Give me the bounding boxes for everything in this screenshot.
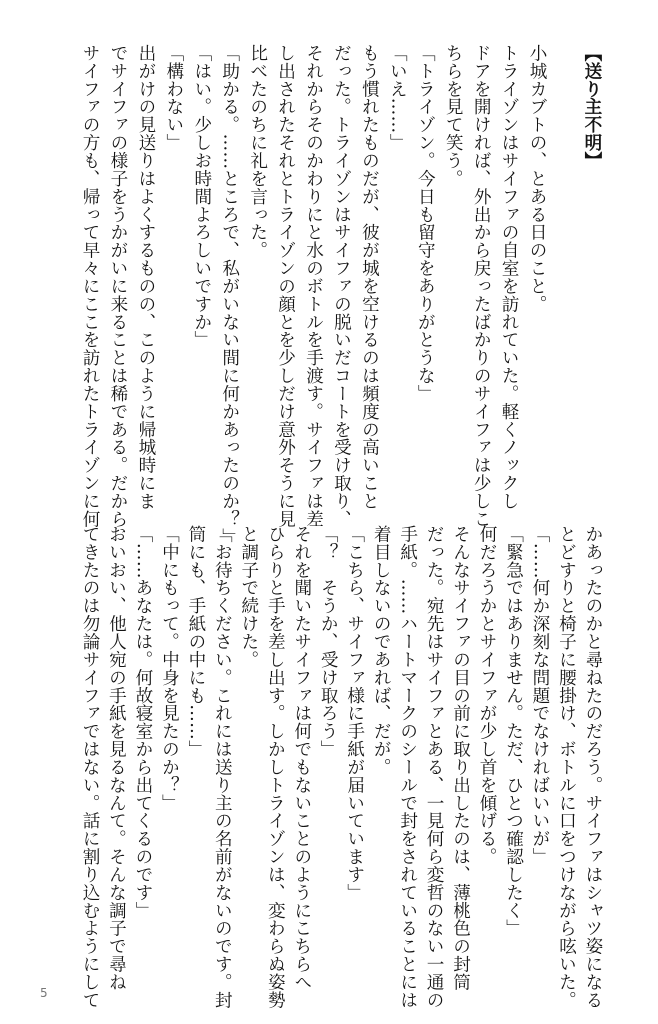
text-line: と調子で続けた。 — [238, 525, 259, 669]
text-line: それを聞いたサイファは何でもないことのようにこちらへ — [291, 525, 312, 991]
chapter-title: 【送り主不明】 — [581, 44, 603, 170]
text-line: そんなサイファの目の前に取り出したのは、薄桃色の封筒 — [450, 525, 471, 991]
text-line: 何だろうかとサイファが少し首を傾げる。 — [477, 525, 498, 866]
text-line: 「中にもって。中身を見たのか？」 — [159, 525, 180, 812]
text-line: 「はい。少しお時間よろしいですか」 — [191, 44, 212, 349]
text-line: だった。トライゾンはサイファの脱いだコートを受け取り、 — [331, 44, 352, 528]
text-line: 手紙。……ハートマークのシールで封をされていることには — [397, 525, 418, 1009]
text-line: 「トライゾン。今日も留守をありがとうな」 — [415, 44, 436, 403]
text-line: 「……何か深刻な問題でなければいいが」 — [529, 525, 550, 866]
text-line: 筒にも、手紙の中にも……」 — [185, 525, 206, 758]
upper-text-block — [76, 44, 603, 546]
text-line: 出がけの見送りはよくするものの、このように帰城時にま — [135, 44, 156, 510]
text-line: 着目しないのであれば、だが。 — [371, 525, 392, 776]
lower-text-block — [76, 525, 603, 1009]
text-line: 「お待ちください。これには送り主の名前がないのです。封 — [212, 525, 233, 1009]
text-line: 「いえ……」 — [387, 44, 408, 152]
text-line: サイファの方も、帰って早々にここを訪れたトライゾンに何 — [80, 44, 100, 528]
text-line: 「緊急ではありません。ただ、ひとつ確認したく」 — [503, 525, 524, 938]
page-number: 5 — [40, 986, 48, 1000]
text-line: だった。宛先はサイファとある、一見何ら変哲のない一通の — [424, 525, 445, 1009]
text-line: 小城カブトの、とある日のこと。 — [527, 44, 547, 313]
text-line: でサイファの様子をうかがいに来ることは稀である。だから — [107, 44, 128, 528]
text-line: てきたのは勿論サイファではない。話に割り込むようにして — [80, 525, 100, 1009]
text-line: トライゾンはサイファの自室を訪れていた。軽くノックし — [499, 44, 520, 510]
text-line: 「こちら、サイファ様に手紙が届いています」 — [344, 525, 365, 902]
text-line: ちらを見て笑う。 — [443, 44, 464, 188]
text-line: 比べたのちに礼を言った。 — [247, 44, 268, 260]
text-line: し出されたそれとトライゾンの顔とを少しだけ意外そうに見 — [275, 44, 296, 528]
text-line: ひらりと手を差し出す。しかしトライゾンは、変わらぬ姿勢 — [265, 525, 286, 1009]
text-line: 「？ そうか、受け取ろう」 — [318, 525, 339, 758]
text-line: もう慣れたものだが、彼が城を空けるのは頻度の高いこと — [359, 44, 380, 510]
text-line: ドアを開ければ、外出から戻ったばかりのサイファは少しこ — [471, 44, 492, 528]
text-line: それからそのかわりにと水のボトルを手渡す。サイファは差 — [303, 44, 324, 528]
text-line: かあったのかと尋ねたのだろう。サイファはシャツ姿になる — [582, 525, 603, 1009]
text-line: 「助かる。……ところで、私がいない間に何かあったのか？」 — [219, 44, 240, 546]
text-line: 「構わない」 — [163, 44, 184, 152]
text-line: とどすりと椅子に腰掛け、ボトルに口をつけながら呟いた。 — [556, 525, 577, 1009]
text-line: おいおい、他人宛の手紙を見るなんて。そんな調子で尋ね — [106, 525, 127, 991]
text-line: 「……あなたは。何故寝室から出てくるのです」 — [132, 525, 153, 920]
